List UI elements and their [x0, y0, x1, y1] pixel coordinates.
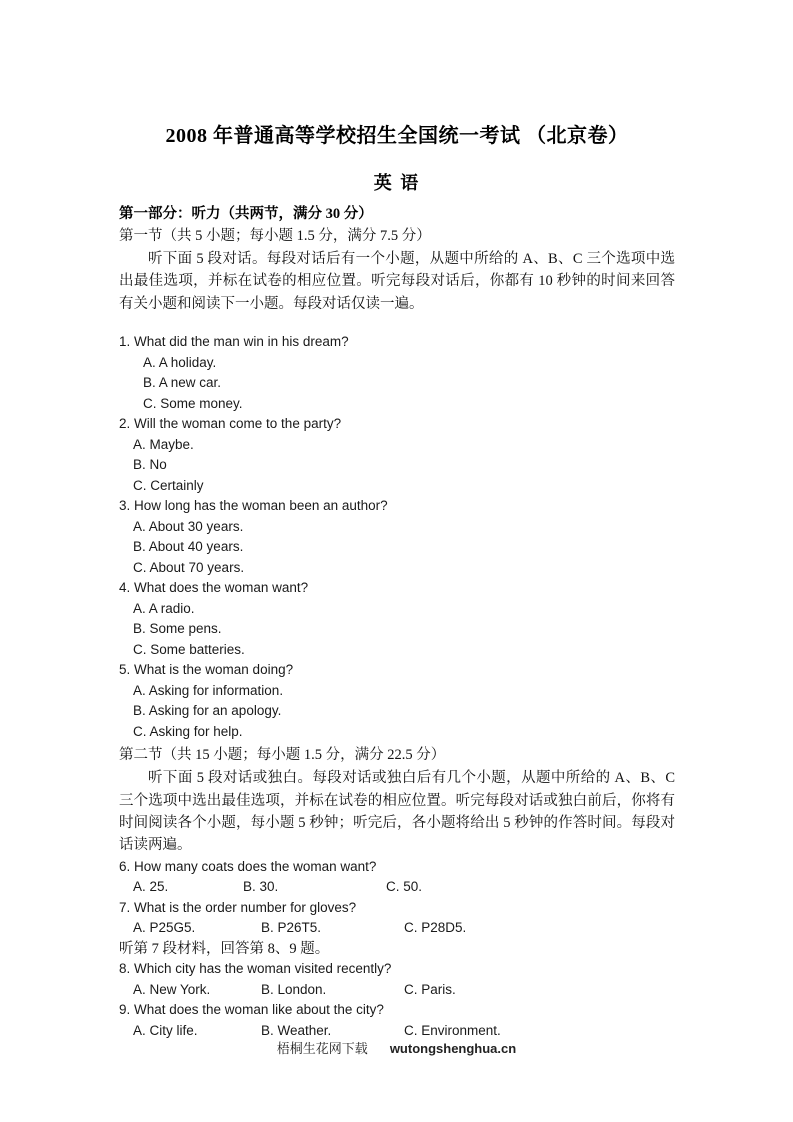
question-9-option-c: C. Environment. [404, 1022, 501, 1038]
question-3-option-b: B. About 40 years. [133, 539, 244, 555]
question-1-option-a: A. A holiday. [143, 354, 217, 370]
question-7-text: 7. What is the order number for gloves? [119, 899, 357, 915]
question-1-text: 1. What did the man win in his dream? [119, 334, 349, 350]
question-4-option-a: A. A radio. [133, 600, 195, 616]
question-5 [119, 660, 675, 742]
question-2-option-c: C. Certainly [133, 477, 204, 493]
question-6-option-c: C. 50. [386, 879, 423, 895]
section2-instructions: 听下面 5 段对话或独白。每段对话或独白后有几个小题，从题中所给的 A、B、C 三个选项中选出最佳选项，并标在试卷的相应位置。听完每段对话或独白前后，你将有时间阅读各个小题，每小题 5 秒钟；听完后，各小题将给出 5 秒钟的作答时间。每段对话读两遍。 [119, 770, 675, 854]
question-7-option-b: B. P26T5. [261, 920, 322, 936]
subject-title: 英 语 [373, 173, 421, 193]
footer-site-name: 梧桐生花网下载 [276, 1041, 368, 1056]
section1-instructions: 听下面 5 段对话。每段对话后有一个小题，从题中所给的 A、B、C 三个选项中选出最佳选项，并标在试卷的相应位置。听完每段对话后，你都有 10 秒钟的时间来回答有关小题和阅读下一小题。每段对话仅读一遍。 [119, 251, 675, 312]
question-2 [119, 414, 675, 496]
question-6-option-a: A. 25. [133, 879, 169, 895]
section2-heading: 第二节（共 15 小题；每小题 1.5 分，满分 22.5 分） [119, 747, 446, 764]
question-2-option-b: B. No [133, 457, 167, 473]
document-title: 2008 年普通高等学校招生全国统一考试 （北京卷） [165, 125, 629, 147]
question-1-option-b: B. A new car. [143, 375, 222, 391]
section2-questions [119, 857, 675, 1042]
question-9-options [119, 1021, 675, 1042]
material-note: 听第 7 段材料，回答第 8、9 题。 [119, 940, 330, 957]
question-4-option-c: C. Some batteries. [133, 641, 245, 657]
question-3-option-a: A. About 30 years. [133, 518, 244, 534]
question-5-option-b: B. Asking for an apology. [133, 703, 282, 719]
question-8-option-c: C. Paris. [404, 981, 456, 997]
question-1 [119, 332, 675, 414]
question-3-text: 3. How long has the woman been an author? [119, 498, 388, 514]
section1-heading: 第一节（共 5 小题；每小题 1.5 分，满分 7.5 分） [119, 228, 431, 244]
question-9-option-b: B. Weather. [261, 1022, 332, 1038]
question-3 [119, 496, 675, 578]
question-9 [119, 1000, 675, 1041]
question-4-option-b: B. Some pens. [133, 621, 222, 637]
question-2-option-a: A. Maybe. [133, 436, 194, 452]
question-8 [119, 959, 675, 1000]
question-7-option-a: A. P25G5. [133, 920, 196, 936]
question-9-text: 9. What does the woman like about the city? [119, 1002, 384, 1018]
question-4 [119, 578, 675, 660]
question-8-option-a: A. New York. [133, 981, 211, 997]
question-2-text: 2. Will the woman come to the party? [119, 416, 342, 432]
question-6-options [119, 877, 675, 898]
footer-site-url: wutongshenghua.cn [389, 1041, 517, 1056]
question-6-option-b: B. 30. [243, 879, 279, 895]
question-9-option-a: A. City life. [133, 1022, 198, 1038]
question-6 [119, 857, 675, 898]
question-4-text: 4. What does the woman want? [119, 580, 309, 596]
question-5-text: 5. What is the woman doing? [119, 662, 294, 678]
part1-heading: 第一部分：听力（共两节，满分 30 分） [119, 206, 373, 222]
question-7-options [119, 918, 675, 939]
question-5-option-a: A. Asking for information. [133, 682, 284, 698]
question-8-options [119, 980, 675, 1001]
question-8-option-b: B. London. [261, 981, 327, 997]
question-7 [119, 898, 675, 939]
page-footer [0, 1040, 793, 1058]
question-8-text: 8. Which city has the woman visited recently? [119, 961, 392, 977]
question-1-option-c: C. Some money. [143, 395, 243, 411]
question-3-option-c: C. About 70 years. [133, 559, 245, 575]
document-content [0, 122, 793, 1041]
question-5-option-c: C. Asking for help. [133, 723, 243, 739]
question-7-option-c: C. P28D5. [404, 920, 467, 936]
question-6-text: 6. How many coats does the woman want? [119, 858, 377, 874]
section1-questions [119, 332, 675, 742]
